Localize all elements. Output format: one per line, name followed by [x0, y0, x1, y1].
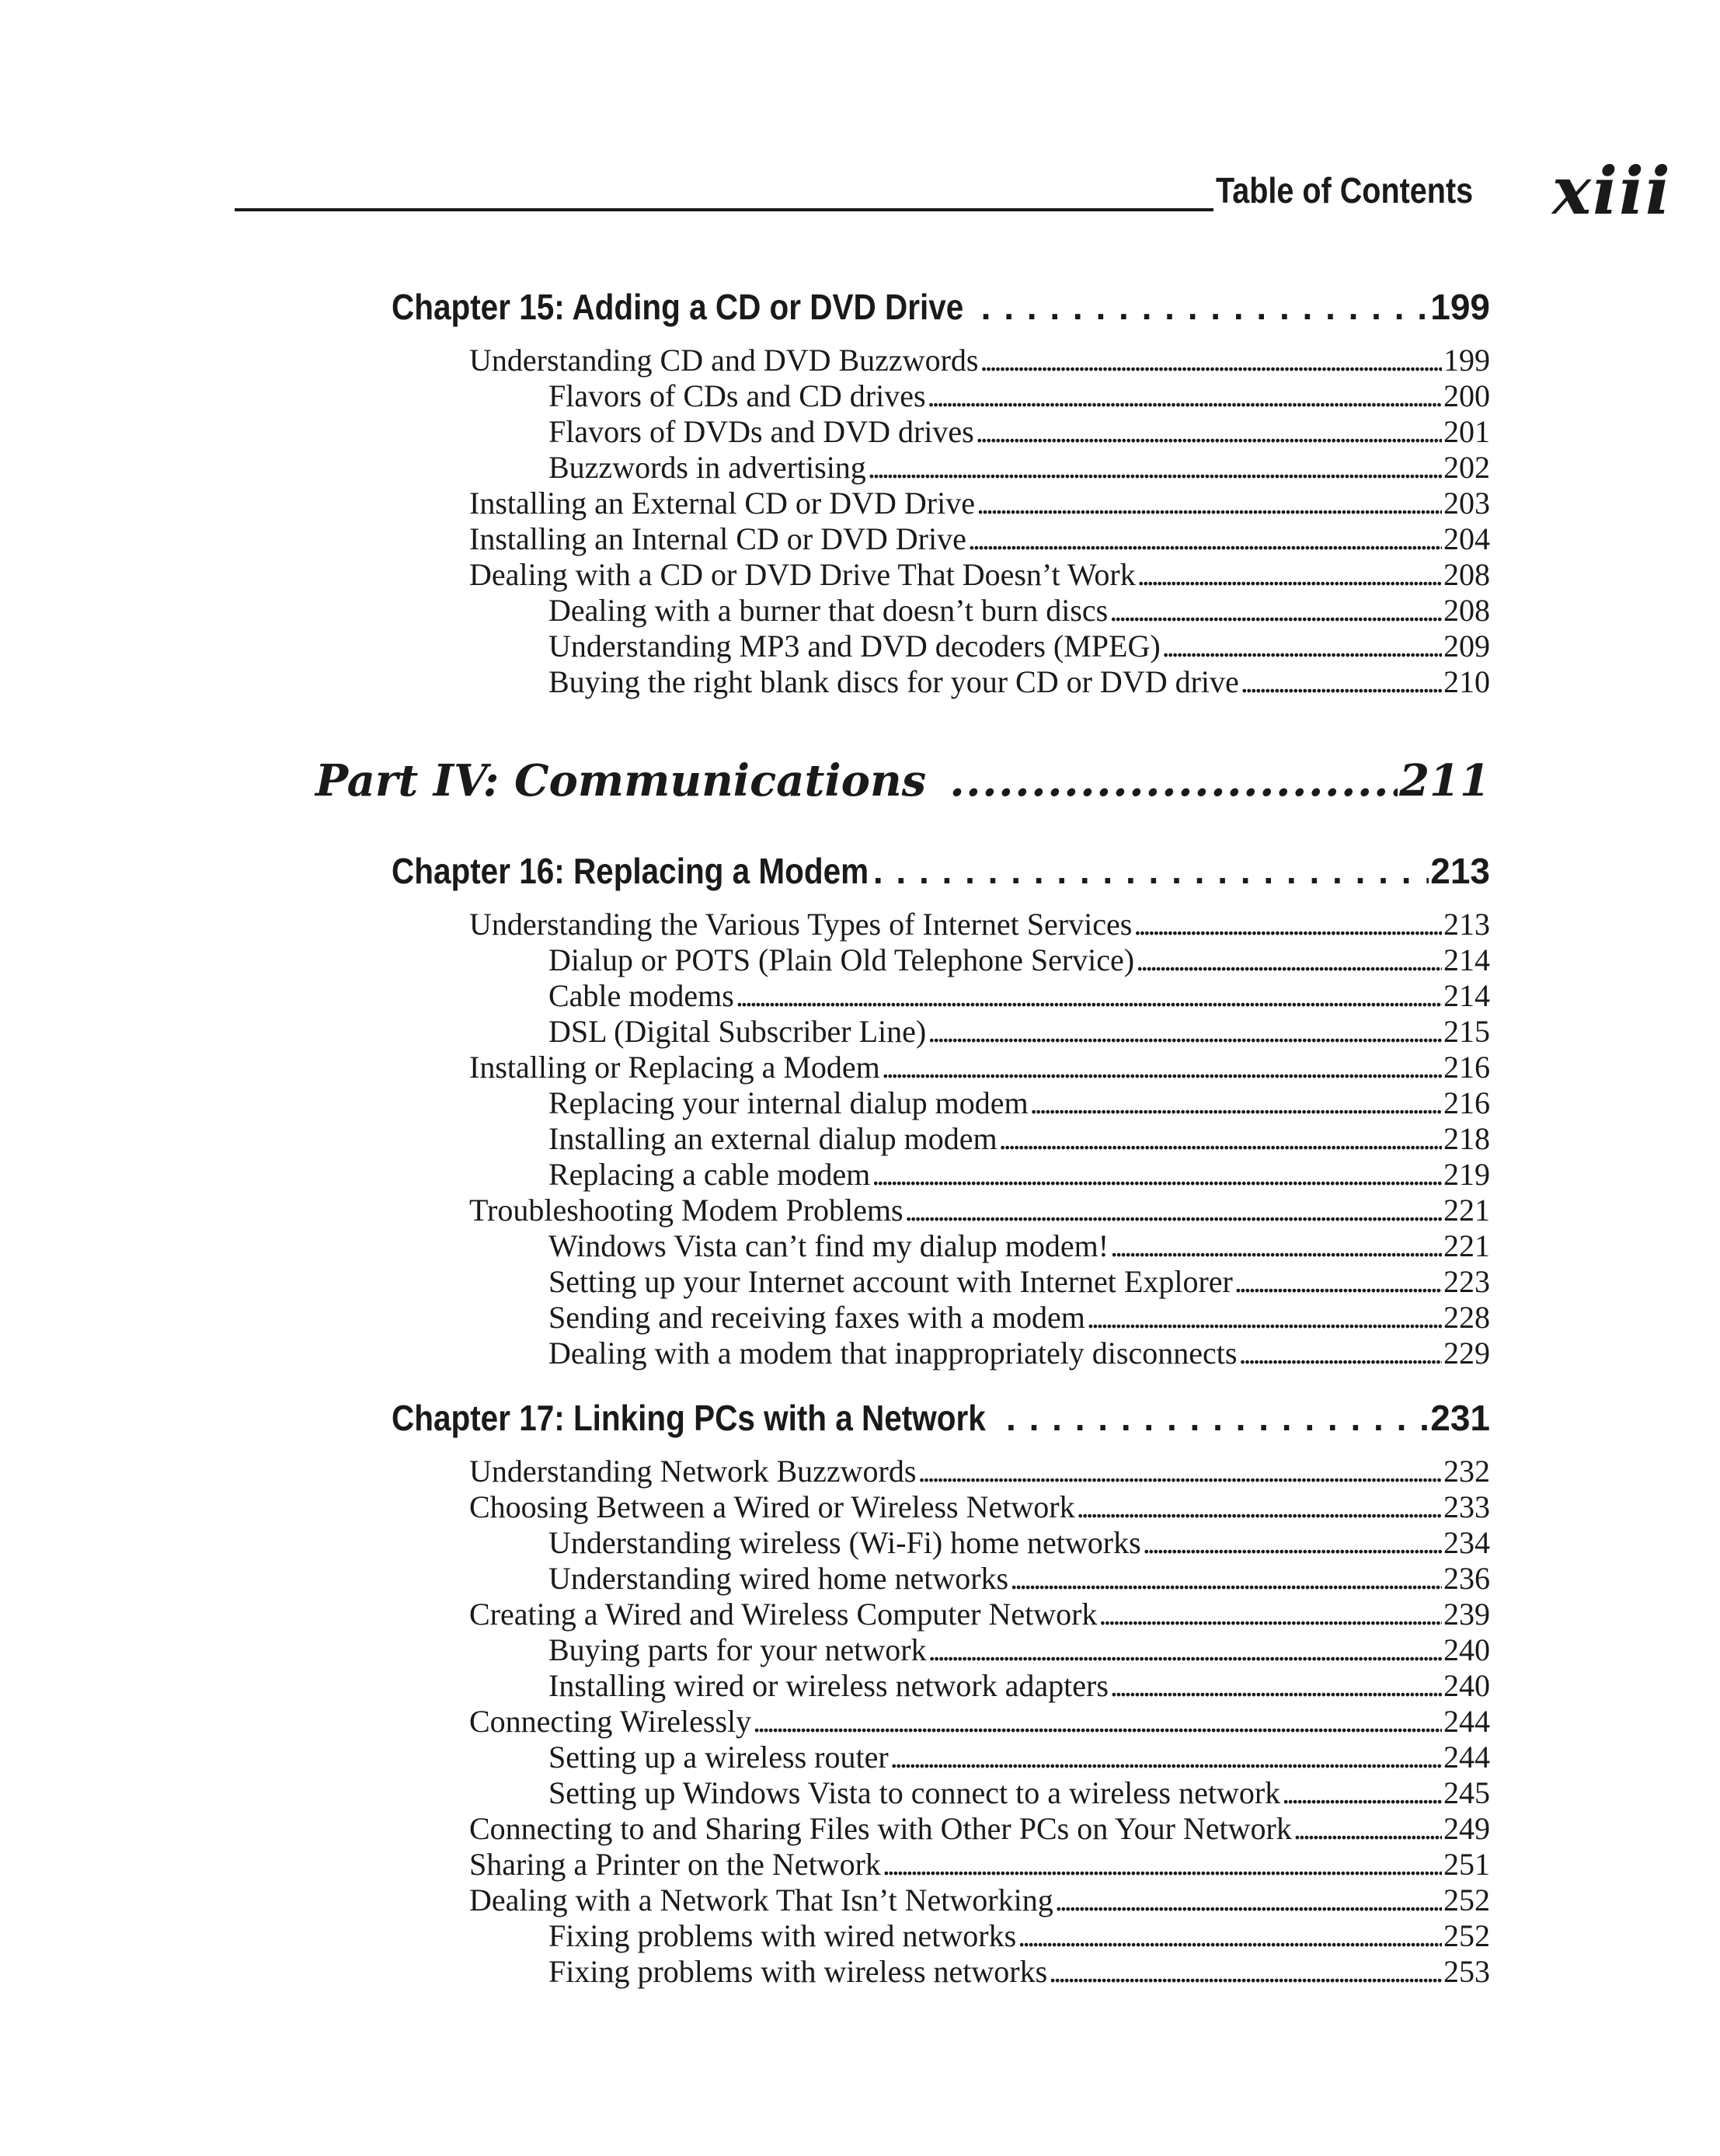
toc-entry[interactable]	[548, 1264, 1490, 1300]
entry-page: 214	[1443, 978, 1490, 1013]
toc-entry[interactable]	[548, 1561, 1490, 1597]
dot-leader	[977, 486, 1442, 521]
entry-page: 200	[1443, 378, 1490, 413]
entry-page: 210	[1443, 664, 1490, 699]
toc-entry[interactable]	[548, 1085, 1490, 1121]
toc-entry[interactable]	[548, 1157, 1490, 1193]
dot-leader	[1099, 1597, 1442, 1632]
entry-title: Setting up Windows Vista to connect to a wireless network	[548, 1775, 1281, 1810]
toc-entry[interactable]	[548, 942, 1490, 978]
dot-leader	[905, 1193, 1442, 1228]
dot-leader	[883, 1847, 1442, 1883]
chapter-title: Chapter 17: Linking PCs with a Network	[392, 1398, 986, 1438]
chapter-page: 231	[1430, 1398, 1490, 1438]
entry-title: Replacing a cable modem	[548, 1157, 871, 1192]
toc-entry[interactable]	[548, 1740, 1490, 1775]
dot-leader	[1234, 1264, 1442, 1300]
entry-page: 199	[1443, 343, 1490, 378]
part-title: Part IV: Communications	[315, 755, 927, 806]
toc-entry[interactable]	[548, 414, 1490, 450]
entry-page: 252	[1443, 1918, 1490, 1953]
dot-leader	[1162, 629, 1442, 664]
entry-page: 209	[1443, 629, 1490, 664]
entry-page: 221	[1443, 1193, 1490, 1228]
entry-title: Understanding Network Buzzwords	[469, 1454, 917, 1489]
entry-title: Setting up a wireless router	[548, 1740, 889, 1775]
toc-entry[interactable]	[548, 1668, 1490, 1704]
entry-page: 249	[1443, 1811, 1490, 1846]
toc-entry[interactable]	[548, 378, 1490, 414]
entry-title: Dialup or POTS (Plain Old Telephone Service)	[548, 942, 1135, 977]
dot-leader	[928, 378, 1442, 414]
entry-title: Understanding wired home networks	[548, 1561, 1009, 1596]
dot-leader	[1087, 1300, 1442, 1336]
dot-leader	[1077, 1489, 1442, 1525]
entry-page: 240	[1443, 1668, 1490, 1703]
chapter-page: 199	[1430, 287, 1490, 327]
entry-title: Understanding the Various Types of Internet Services	[469, 907, 1133, 942]
entry-title: Dealing with a modem that inappropriately disconnects	[548, 1336, 1238, 1371]
dot-leader	[981, 286, 1429, 328]
entry-page: 240	[1443, 1632, 1490, 1667]
entry-title: Sharing a Printer on the Network	[469, 1847, 881, 1882]
chapter-heading[interactable]	[392, 286, 1490, 328]
toc-entry[interactable]	[548, 1300, 1490, 1336]
entry-page: 219	[1443, 1157, 1490, 1192]
dot-leader	[736, 978, 1442, 1014]
dot-leader	[1143, 1525, 1442, 1561]
chapter-title: Chapter 16: Replacing a Modem	[392, 851, 869, 891]
dot-leader	[928, 1014, 1442, 1050]
entry-page: 229	[1443, 1336, 1490, 1371]
dot-leader	[1049, 1954, 1442, 1990]
entry-title: Buying parts for your network	[548, 1632, 927, 1667]
dot-leader	[949, 755, 1398, 806]
entry-page: 244	[1443, 1704, 1490, 1739]
entry-page: 204	[1443, 521, 1490, 556]
entry-title: Fixing problems with wireless networks	[548, 1954, 1048, 1989]
entry-title: Flavors of DVDs and DVD drives	[548, 414, 974, 449]
dot-leader	[890, 1740, 1442, 1775]
entry-page: 223	[1443, 1264, 1490, 1299]
dot-leader	[1282, 1775, 1442, 1811]
chapter-page: 213	[1430, 851, 1490, 891]
toc-entry[interactable]	[548, 1336, 1490, 1371]
entry-title: Troubleshooting Modem Problems	[469, 1193, 904, 1228]
entry-page: 208	[1443, 593, 1490, 628]
entry-page: 214	[1443, 942, 1490, 977]
toc-entry[interactable]	[469, 1050, 1490, 1085]
entry-page: 245	[1443, 1775, 1490, 1810]
entry-title: Understanding MP3 and DVD decoders (MPEG)	[548, 629, 1161, 664]
entry-page: 213	[1443, 907, 1490, 942]
chapter-heading[interactable]	[392, 850, 1490, 892]
entry-title: Fixing problems with wired networks	[548, 1918, 1017, 1953]
entry-title: Installing an Internal CD or DVD Drive	[469, 521, 966, 556]
entry-page: 252	[1443, 1883, 1490, 1917]
dot-leader	[872, 1157, 1442, 1193]
entry-title: Installing an External CD or DVD Drive	[469, 486, 975, 521]
toc-entry[interactable]	[469, 1597, 1490, 1632]
entry-page: 253	[1443, 1954, 1490, 1989]
entry-title: Setting up your Internet account with Internet Explorer	[548, 1264, 1233, 1299]
entry-page: 202	[1443, 450, 1490, 485]
entry-page: 228	[1443, 1300, 1490, 1335]
toc-entry[interactable]	[469, 907, 1490, 942]
part-page: 211	[1399, 755, 1490, 806]
dot-leader	[1133, 907, 1442, 942]
toc-entry[interactable]	[548, 1014, 1490, 1050]
header-rule	[235, 208, 1213, 211]
toc-entry[interactable]	[469, 1811, 1490, 1847]
entry-title: Understanding CD and DVD Buzzwords	[469, 343, 979, 378]
toc-entry[interactable]	[548, 1775, 1490, 1811]
entry-title: Understanding wireless (Wi-Fi) home networks	[548, 1525, 1141, 1560]
entry-title: Connecting Wirelessly	[469, 1704, 752, 1739]
entry-page: 221	[1443, 1228, 1490, 1263]
dot-leader	[999, 1121, 1442, 1157]
entry-page: 203	[1443, 486, 1490, 521]
entry-page: 236	[1443, 1561, 1490, 1596]
toc-entry[interactable]	[469, 521, 1490, 557]
dot-leader	[868, 450, 1442, 486]
dot-leader	[1293, 1811, 1442, 1847]
entry-title: Creating a Wired and Wireless Computer Network	[469, 1597, 1098, 1632]
part-heading[interactable]	[315, 755, 1490, 806]
dot-leader	[1030, 1085, 1442, 1121]
toc-entry[interactable]	[548, 1228, 1490, 1264]
entry-page: 215	[1443, 1014, 1490, 1049]
toc-entry[interactable]	[548, 1525, 1490, 1561]
dot-leader	[1238, 1336, 1442, 1371]
page-number: xiii	[1552, 152, 1672, 229]
entry-title: Dealing with a Network That Isn’t Networking	[469, 1883, 1053, 1917]
entry-title: Dealing with a burner that doesn’t burn discs	[548, 593, 1109, 628]
dot-leader	[1110, 1228, 1442, 1264]
dot-leader	[1110, 1668, 1442, 1704]
entry-title: Connecting to and Sharing Files with Other PCs on Your Network	[469, 1811, 1292, 1846]
toc-entry[interactable]	[548, 450, 1490, 486]
toc-entry[interactable]	[469, 1454, 1490, 1489]
chapter-title: Chapter 15: Adding a CD or DVD Drive	[392, 287, 964, 327]
entry-page: 232	[1443, 1454, 1490, 1489]
entry-title: Replacing your internal dialup modem	[548, 1085, 1029, 1120]
dot-leader	[968, 521, 1442, 557]
toc-entry[interactable]	[548, 629, 1490, 664]
toc-entry[interactable]	[548, 1632, 1490, 1668]
dot-leader	[976, 414, 1442, 450]
toc-entry[interactable]	[548, 1918, 1490, 1954]
dot-leader	[882, 1050, 1442, 1085]
entry-page: 216	[1443, 1050, 1490, 1085]
entry-page: 244	[1443, 1740, 1490, 1775]
entry-title: Installing wired or wireless network adapters	[548, 1668, 1109, 1703]
dot-leader	[917, 1454, 1442, 1489]
toc-entry[interactable]	[469, 1883, 1490, 1918]
entry-title: Installing or Replacing a Modem	[469, 1050, 880, 1085]
entry-title: Sending and receiving faxes with a modem	[548, 1300, 1085, 1335]
dot-leader	[1010, 1561, 1442, 1597]
toc-entry[interactable]	[469, 1489, 1490, 1525]
toc-entry[interactable]	[548, 1954, 1490, 1990]
dot-leader	[1006, 1397, 1429, 1439]
entry-page: 201	[1443, 414, 1490, 449]
toc-entry[interactable]	[469, 1847, 1490, 1883]
toc-entry[interactable]	[548, 593, 1490, 629]
dot-leader	[753, 1704, 1442, 1740]
dot-leader	[1109, 593, 1442, 629]
entry-title: Buzzwords in advertising	[548, 450, 866, 485]
entry-page: 233	[1443, 1489, 1490, 1524]
entry-page: 216	[1443, 1085, 1490, 1120]
entry-title: Dealing with a CD or DVD Drive That Doesn’t Work	[469, 557, 1136, 592]
entry-title: Flavors of CDs and CD drives	[548, 378, 926, 413]
dot-leader	[980, 343, 1442, 378]
toc-entry[interactable]	[469, 343, 1490, 378]
toc-entry[interactable]	[548, 978, 1490, 1014]
entry-title: Buying the right blank discs for your CD or DVD drive	[548, 664, 1239, 699]
entry-page: 239	[1443, 1597, 1490, 1632]
running-head: Table of Contents	[1216, 170, 1474, 211]
chapter-heading[interactable]	[392, 1397, 1490, 1439]
dot-leader	[1136, 942, 1442, 978]
dot-leader	[1137, 557, 1442, 593]
entry-page: 208	[1443, 557, 1490, 592]
toc-entry[interactable]	[469, 486, 1490, 521]
dot-leader	[1241, 664, 1442, 700]
entry-page: 218	[1443, 1121, 1490, 1156]
entry-page: 251	[1443, 1847, 1490, 1882]
entry-title: Choosing Between a Wired or Wireless Network	[469, 1489, 1075, 1524]
entry-title: Cable modems	[548, 978, 734, 1013]
entry-title: DSL (Digital Subscriber Line)	[548, 1014, 927, 1049]
entry-title: Installing an external dialup modem	[548, 1121, 998, 1156]
toc-entry[interactable]	[469, 1193, 1490, 1228]
entry-page: 234	[1443, 1525, 1490, 1560]
dot-leader	[1018, 1918, 1442, 1954]
toc-entry[interactable]	[548, 1121, 1490, 1157]
dot-leader	[873, 850, 1429, 892]
dot-leader	[1055, 1883, 1442, 1918]
toc-entry[interactable]	[548, 664, 1490, 700]
dot-leader	[928, 1632, 1442, 1668]
entry-title: Windows Vista can’t find my dialup modem!	[548, 1228, 1109, 1263]
toc-entry[interactable]	[469, 1704, 1490, 1740]
toc-entry[interactable]	[469, 557, 1490, 593]
